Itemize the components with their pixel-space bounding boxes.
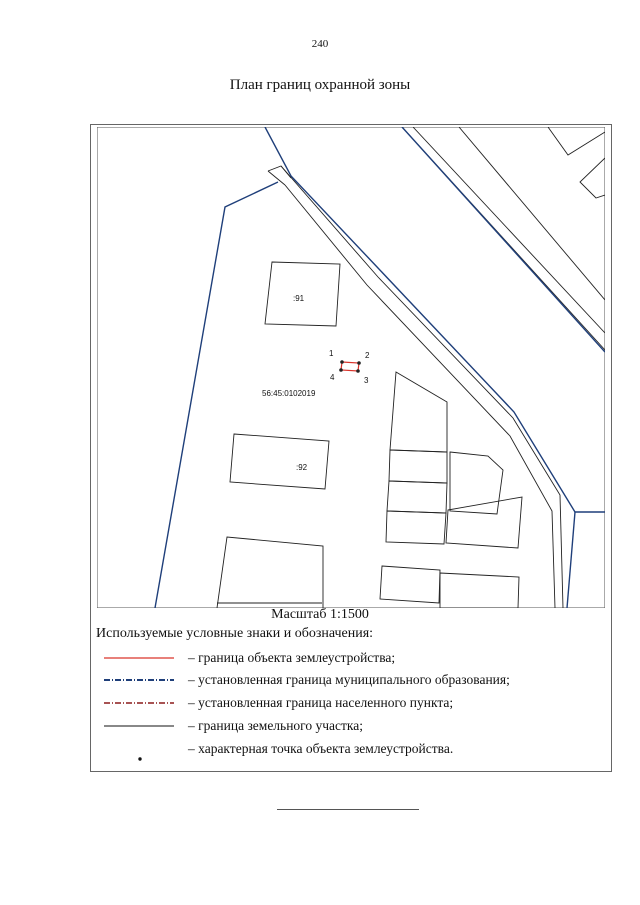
footer-divider [277,809,419,810]
point-label-4: 4 [330,373,335,382]
legend-text: – установленная граница населенного пункта; [188,695,454,710]
blue-dashdot-line-icon [96,670,176,690]
legend-text: – граница земельного участка; [188,718,364,733]
point-label-2: 2 [365,351,370,360]
parcel-number: 56:45:0102019 [262,389,316,398]
red-line-icon [96,648,176,668]
map-border [97,127,605,608]
point-2 [357,361,361,365]
top-right-buildings [548,127,605,198]
page-title: План границ охранной зоны [229,77,411,93]
point-label-3: 3 [364,376,369,385]
point-dot-icon [96,739,176,765]
point-4 [339,368,343,372]
legend-text: – установленная граница муниципального образования; [188,672,510,687]
legend-text: – граница объекта землеустройства; [188,650,396,665]
map-canvas [97,127,605,608]
point-1 [340,360,344,364]
road-corridor [268,127,605,608]
page-number: 240 [311,38,329,50]
lot-91-label: :91 [293,294,305,303]
protection-zone-object [329,349,370,385]
right-buildings [380,372,522,608]
lot-bottom-left [217,537,323,608]
darkred-dashdot-line-icon [96,693,176,713]
map-scale: Масштаб 1:1500 [271,607,369,622]
legend-title: Используемые условные знаки и обозначения: [96,626,374,641]
municipal-boundary [155,127,605,608]
point-3 [356,369,360,373]
black-line-icon [96,716,176,736]
point-label-1: 1 [329,349,334,358]
legend-text: – характерная точка объекта землеустройства. [188,741,454,756]
lot-92 [230,434,329,489]
lot-92-label: :92 [296,463,308,472]
